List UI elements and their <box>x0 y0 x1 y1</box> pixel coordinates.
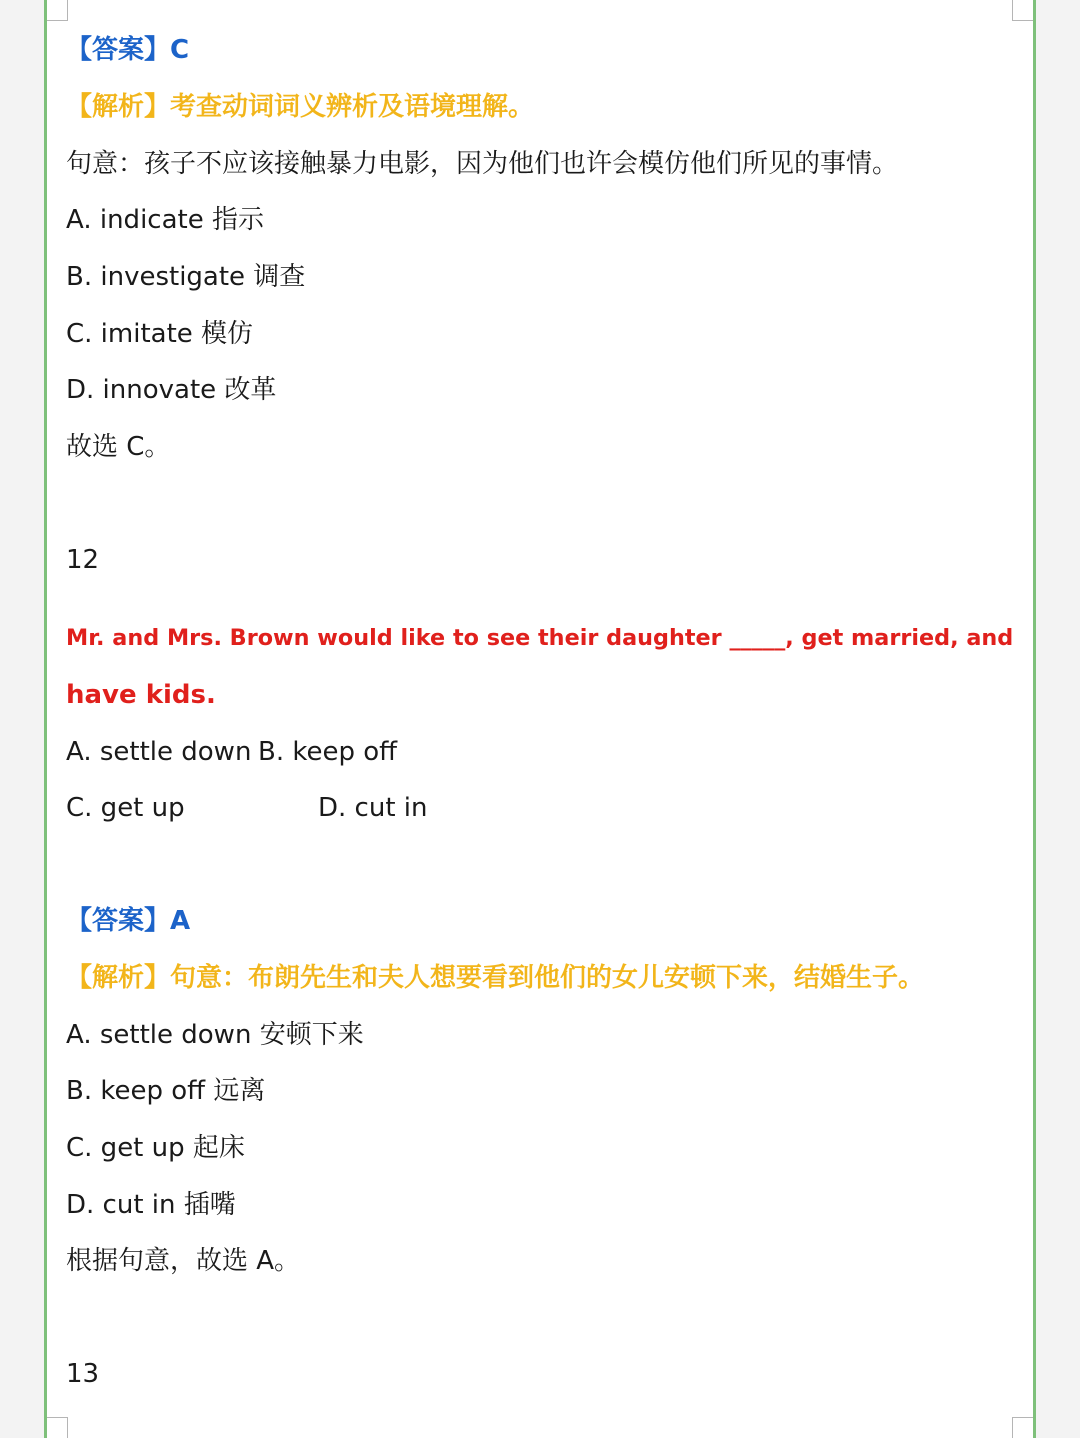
conclusion-12: 根据句意，故选 A。 <box>66 1246 301 1276</box>
question-number-12: 12 <box>66 545 100 575</box>
conclusion-11: 故选 C。 <box>66 432 171 462</box>
page-corner-mark <box>1012 1417 1033 1438</box>
option-c-explanation: C. imitate 模仿 <box>66 319 254 349</box>
option-d-explanation: D. innovate 改革 <box>66 375 277 405</box>
sentence-meaning-11: 句意：孩子不应该接触暴力电影，因为他们也许会模仿他们所见的事情。 <box>66 149 899 179</box>
option-d-explanation-12: D. cut in 插嘴 <box>66 1190 236 1220</box>
question-text-line-1: Mr. and Mrs. Brown would like to see their daughter _____, get married, and <box>66 625 1014 651</box>
option-c-explanation-12: C. get up 起床 <box>66 1133 245 1163</box>
choice-d: D. cut in <box>318 793 428 823</box>
question-text-line-2: have kids. <box>66 680 216 710</box>
option-a-explanation-12: A. settle down 安顿下来 <box>66 1020 364 1050</box>
choice-b: B. keep off <box>258 737 398 767</box>
analysis-label-11: 【解析】考查动词词义辨析及语境理解。 <box>66 92 535 122</box>
option-b-explanation: B. investigate 调查 <box>66 262 306 292</box>
analysis-label-12: 【解析】句意：布朗先生和夫人想要看到他们的女儿安顿下来，结婚生子。 <box>66 963 925 993</box>
answer-label-12: 【答案】A <box>66 906 191 936</box>
page-corner-mark <box>1012 0 1033 21</box>
choice-c: C. get up <box>66 793 185 823</box>
answer-label-11: 【答案】C <box>66 35 190 65</box>
choice-a: A. settle down <box>66 737 252 767</box>
question-number-13: 13 <box>66 1359 100 1389</box>
option-a-explanation: A. indicate 指示 <box>66 205 264 235</box>
page-corner-mark <box>47 1417 68 1438</box>
option-b-explanation-12: B. keep off 远离 <box>66 1076 266 1106</box>
page-corner-mark <box>47 0 68 21</box>
